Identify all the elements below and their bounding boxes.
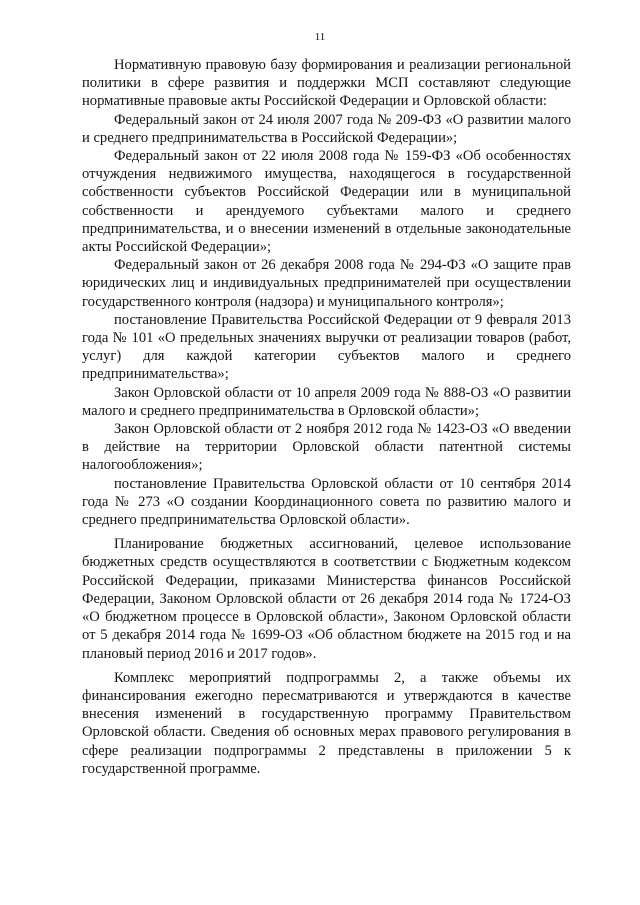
paragraph-intro: Нормативную правовую базу формирования и реализации региональной политики в сфере развития и поддержки МСП составляют следующие нормативные правовые акты Российской Федерации и Орловской области: [82, 57, 571, 110]
document-body [82, 56, 571, 778]
paragraph-resolution-273: постановление Правительства Орловской области от 10 сентября 2014 года № 273 «О создании Координационного совета по развитию малого и среднего предпринимательства Орловской области». [82, 475, 571, 529]
page-number: 11 [314, 31, 326, 43]
paragraph-law-209-fz: Федеральный закон от 24 июля 2007 года № 209-ФЗ «О развитии малого и среднего предпринимательства в Российской Федерации»; [82, 111, 571, 146]
paragraph-law-1423-oz: Закон Орловской области от 2 ноября 2012 года № 1423-ОЗ «О введении в действие на территории Орловской области патентной системы налогообложения»; [82, 421, 571, 474]
paragraph-law-294-fz: Федеральный закон от 26 декабря 2008 года № 294-ФЗ «О защите прав юридических лиц и индивидуальных предпринимателей при осуществлении государственного контроля (надзора) и муниципального контроля»; [82, 257, 571, 310]
paragraph-budget-planning: Планирование бюджетных ассигнований, целевое использование бюджетных средств осуществляются в соответствии с Бюджетным кодексом Российской Федерации, приказами Министерства финансов Российской Федерации, Законом Орловской области от 26 декабря 2014 года № 1724-ОЗ «О бюджетном процессе в Орловской области», Законом Орловской области от 5 декабря 2014 года № 1699-ОЗ «Об областном бюджете на 2015 год и на плановый период 2016 и 2017 годов». [82, 536, 571, 662]
paragraph-law-888-oz: Закон Орловской области от 10 апреля 2009 года № 888-ОЗ «О развитии малого и среднего предпринимательства в Орловской области»; [82, 384, 571, 419]
paragraph-law-159-fz: Федеральный закон от 22 июля 2008 года № 159-ФЗ «Об особенностях отчуждения недвижимого имущества, находящегося в государственной собственности субъектов Российской Федерации или в муниципальной собственности и арендуемого субъектами малого и среднего предпринимательства, и о внесении изменений в отдельные законодательные акты Российской Федерации»; [82, 148, 571, 256]
paragraph-resolution-101: постановление Правительства Российской Федерации от 9 февраля 2013 года № 101 «О предельных значениях выручки от реализации товаров (работ, услуг) для каждой категории субъектов малого и среднего предпринимательства»; [82, 311, 571, 383]
paragraph-subprogram-measures: Комплекс мероприятий подпрограммы 2, а также объемы их финансирования ежегодно пересматриваются и утверждаются в качестве внесения изменений в государственную программу Правительством Орловской области. Сведения об основных мерах правового регулирования в сфере реализации подпрограммы 2 представлены в приложении 5 к государственной программе. [82, 669, 571, 777]
